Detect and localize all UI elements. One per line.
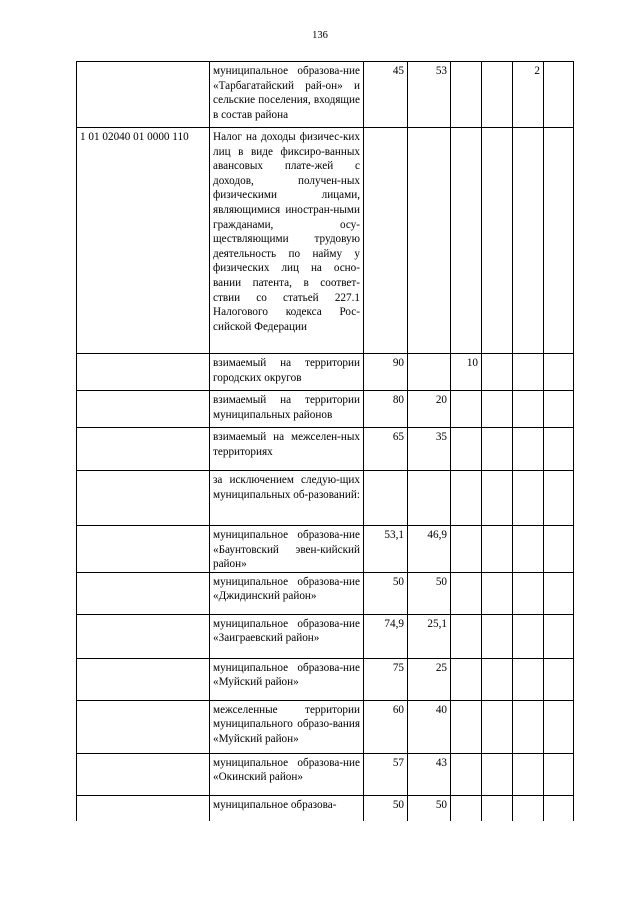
budget-code-cell: 1 01 02040 01 0000 110 xyxy=(77,128,210,354)
value-cell: 60 xyxy=(364,700,408,753)
value-cell xyxy=(451,471,482,526)
value-cell xyxy=(364,471,408,526)
value-cell xyxy=(544,614,574,658)
value-cell: 50 xyxy=(408,795,451,821)
value-cell xyxy=(544,391,574,428)
value-cell xyxy=(513,753,544,795)
table-row xyxy=(77,391,574,428)
value-cell: 74,9 xyxy=(364,614,408,658)
budget-code-cell xyxy=(77,572,210,614)
value-cell xyxy=(408,471,451,526)
table-row xyxy=(77,128,574,354)
value-cell xyxy=(544,471,574,526)
value-cell: 2 xyxy=(513,62,544,128)
value-cell: 25,1 xyxy=(408,614,451,658)
value-cell: 40 xyxy=(408,700,451,753)
value-cell xyxy=(451,658,482,700)
value-cell xyxy=(482,753,513,795)
value-cell xyxy=(364,128,408,354)
value-cell xyxy=(482,62,513,128)
value-cell xyxy=(513,391,544,428)
budget-code-cell xyxy=(77,526,210,573)
description-cell: за исключением следую-щих муниципальных об-разований: xyxy=(210,471,364,526)
budget-code-cell xyxy=(77,700,210,753)
budget-code-cell xyxy=(77,428,210,471)
value-cell xyxy=(513,658,544,700)
table-row xyxy=(77,354,574,391)
budget-code-cell xyxy=(77,62,210,128)
table-row xyxy=(77,614,574,658)
value-cell: 10 xyxy=(451,354,482,391)
value-cell xyxy=(482,700,513,753)
value-cell xyxy=(544,526,574,573)
value-cell xyxy=(482,614,513,658)
page-number: 136 xyxy=(312,30,328,41)
budget-code-cell xyxy=(77,391,210,428)
description-cell: муниципальное образова-ние «Заиграевский район» xyxy=(210,614,364,658)
value-cell xyxy=(451,428,482,471)
description-cell: Налог на доходы физичес-ких лиц в виде фиксиро-ванных авансовых плате-жей с доходов, получен-ных физическими лицами, являющимися иностран-ными гражданами, осу-ществляющими трудовую деятельность по найму у физических лиц на осно-вании патента, в соответ-ствии со статьей 227.1 Налогового кодекса Рос-сийской Федерации xyxy=(210,128,364,354)
value-cell xyxy=(482,354,513,391)
value-cell xyxy=(544,572,574,614)
value-cell xyxy=(482,658,513,700)
table-row xyxy=(77,658,574,700)
value-cell xyxy=(482,572,513,614)
value-cell: 75 xyxy=(364,658,408,700)
description-cell: межселенные территории муниципального образо-вания «Муйский район» xyxy=(210,700,364,753)
budget-code-cell xyxy=(77,753,210,795)
value-cell: 43 xyxy=(408,753,451,795)
value-cell xyxy=(451,572,482,614)
value-cell: 53 xyxy=(408,62,451,128)
value-cell xyxy=(451,526,482,573)
value-cell xyxy=(544,428,574,471)
budget-code-cell xyxy=(77,614,210,658)
value-cell xyxy=(544,62,574,128)
value-cell xyxy=(513,471,544,526)
description-cell: муниципальное образова-ние «Тарбагатайский рай-он» и сельские поселения, входящие в состав района xyxy=(210,62,364,128)
value-cell xyxy=(408,354,451,391)
value-cell xyxy=(513,700,544,753)
table-row xyxy=(77,572,574,614)
value-cell: 90 xyxy=(364,354,408,391)
value-cell: 45 xyxy=(364,62,408,128)
value-cell: 50 xyxy=(364,572,408,614)
budget-code-cell xyxy=(77,795,210,821)
budget-code-cell xyxy=(77,471,210,526)
value-cell xyxy=(513,128,544,354)
value-cell xyxy=(451,391,482,428)
value-cell xyxy=(482,526,513,573)
value-cell xyxy=(451,62,482,128)
value-cell: 50 xyxy=(408,572,451,614)
value-cell xyxy=(451,795,482,821)
description-cell: взимаемый на межселен-ных территориях xyxy=(210,428,364,471)
table-row xyxy=(77,526,574,573)
description-cell: взимаемый на территории муниципальных районов xyxy=(210,391,364,428)
value-cell xyxy=(451,614,482,658)
table-row xyxy=(77,428,574,471)
value-cell xyxy=(544,753,574,795)
description-cell: муниципальное образова-ние «Окинский район» xyxy=(210,753,364,795)
description-cell: муниципальное образова- xyxy=(210,795,364,821)
description-cell: взимаемый на территории городских округов xyxy=(210,354,364,391)
table-row xyxy=(77,471,574,526)
value-cell xyxy=(544,658,574,700)
revenue-distribution-table xyxy=(76,61,574,821)
value-cell: 25 xyxy=(408,658,451,700)
table-row xyxy=(77,700,574,753)
value-cell xyxy=(482,795,513,821)
budget-code-cell xyxy=(77,354,210,391)
value-cell xyxy=(513,795,544,821)
value-cell: 20 xyxy=(408,391,451,428)
value-cell xyxy=(482,391,513,428)
value-cell xyxy=(451,753,482,795)
value-cell xyxy=(513,428,544,471)
budget-code-cell xyxy=(77,658,210,700)
value-cell: 65 xyxy=(364,428,408,471)
value-cell xyxy=(513,614,544,658)
description-cell: муниципальное образова-ние «Муйский район» xyxy=(210,658,364,700)
value-cell xyxy=(451,700,482,753)
value-cell xyxy=(544,354,574,391)
value-cell xyxy=(482,428,513,471)
table-row xyxy=(77,62,574,128)
table-row xyxy=(77,795,574,821)
value-cell xyxy=(513,354,544,391)
value-cell xyxy=(513,572,544,614)
value-cell: 50 xyxy=(364,795,408,821)
value-cell xyxy=(544,700,574,753)
value-cell xyxy=(408,128,451,354)
value-cell: 53,1 xyxy=(364,526,408,573)
value-cell: 46,9 xyxy=(408,526,451,573)
value-cell: 35 xyxy=(408,428,451,471)
value-cell xyxy=(544,128,574,354)
value-cell xyxy=(451,128,482,354)
table-row xyxy=(77,753,574,795)
description-cell: муниципальное образова-ние «Баунтовский эвен-кийский район» xyxy=(210,526,364,573)
value-cell xyxy=(513,526,544,573)
value-cell: 80 xyxy=(364,391,408,428)
description-cell: муниципальное образова-ние «Джидинский район» xyxy=(210,572,364,614)
value-cell xyxy=(482,471,513,526)
value-cell xyxy=(482,128,513,354)
value-cell xyxy=(544,795,574,821)
value-cell: 57 xyxy=(364,753,408,795)
